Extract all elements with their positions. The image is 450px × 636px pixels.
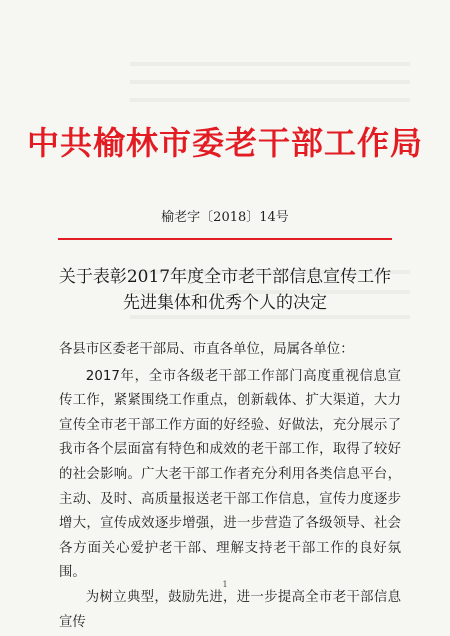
- title-line-1: 关于表彰2017年度全市老干部信息宣传工作: [58, 267, 392, 287]
- body-paragraph-1: 2017年，全市各级老干部工作部门高度重视信息宣传工作，紧紧围绕工作重点，创新载体、扩大渠道，大力宣传全市老干部工作方面的好经验、好做法，充分展示了我市各个层面富有特色和成效的老干部工作，取得了较好的社会影响。广大老干部工作者充分利用各类信息平台，主动、及时、高质量报送老干部工作信息，宣传力度逐步增大，宣传成效逐步增强，进一步营造了各级领导、社会各方面关心爱护老干部、理解支持老干部工作的良好氛围。: [59, 368, 401, 581]
- body-paragraph-2: 为树立典型，鼓励先进，进一步提高全市老干部信息宣传: [59, 589, 401, 630]
- red-header-org-name: 中共榆林市委老干部工作局: [26, 124, 423, 162]
- title-line-2: 先进集体和优秀个人的决定: [123, 293, 327, 313]
- document-body: [59, 338, 401, 635]
- document-title: [0, 264, 450, 316]
- document-number: 榆老字〔2018〕14号: [161, 210, 289, 225]
- red-divider-line: [58, 238, 392, 240]
- page-number: 1: [222, 580, 228, 589]
- salutation: 各县市区委老干部局、市直各单位，局属各单位：: [59, 342, 354, 357]
